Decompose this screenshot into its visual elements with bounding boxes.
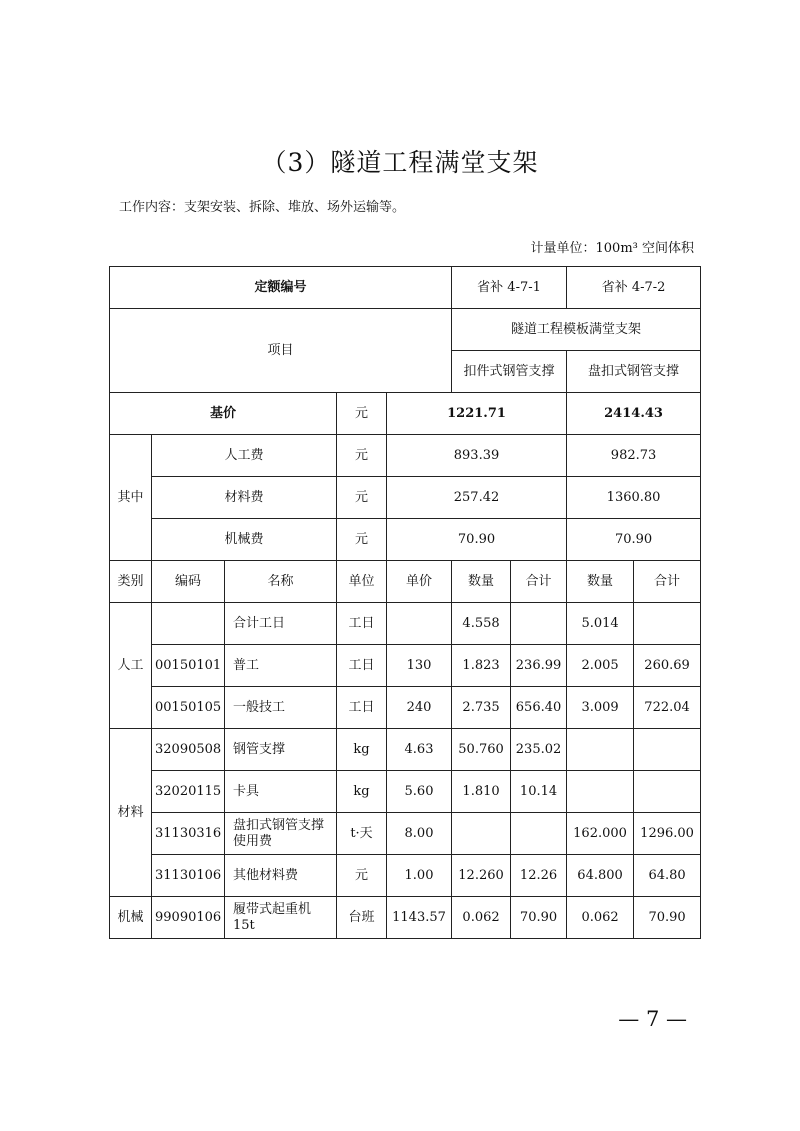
table-row: [110, 855, 701, 897]
total-2: 70.90: [634, 897, 701, 939]
of-which-label: 其中: [110, 435, 152, 561]
resource-name: 合计工日: [225, 603, 337, 645]
quantity-1: 50.760: [452, 729, 511, 771]
resource-unit: 工日: [337, 645, 387, 687]
cost-name: 材料费: [152, 477, 337, 519]
resource-code: 32090508: [152, 729, 225, 771]
item-row: [110, 309, 701, 351]
base-price-1: 1221.71: [387, 393, 567, 435]
resource-code: 99090106: [152, 897, 225, 939]
total-1: 12.26: [511, 855, 567, 897]
resource-unit: 工日: [337, 687, 387, 729]
resource-unit: t·天: [337, 813, 387, 855]
quantity-1: 1.823: [452, 645, 511, 687]
total-2: 260.69: [634, 645, 701, 687]
total-1: 10.14: [511, 771, 567, 813]
col-header: 数量: [567, 561, 634, 603]
base-price-row: [110, 393, 701, 435]
resource-price: 5.60: [387, 771, 452, 813]
material-cost-row: [110, 477, 701, 519]
unit-note: 计量单位：100m³ 空间体积: [530, 241, 694, 256]
col-header: 数量: [452, 561, 511, 603]
quantity-2: 2.005: [567, 645, 634, 687]
column-header-row: [110, 561, 701, 603]
machine-cost-row: [110, 519, 701, 561]
total-2: 64.80: [634, 855, 701, 897]
work-content: 工作内容：支架安装、拆除、堆放、场外运输等。: [119, 200, 406, 215]
col-header: 单价: [387, 561, 452, 603]
table-row: [110, 645, 701, 687]
base-price-2: 2414.43: [567, 393, 701, 435]
quota-no-1: 省补 4-7-1: [452, 267, 567, 309]
resource-price: 1143.57: [387, 897, 452, 939]
resource-price: 1.00: [387, 855, 452, 897]
total-1: [511, 603, 567, 645]
resource-name: 一般技工: [225, 687, 337, 729]
total-1: 236.99: [511, 645, 567, 687]
resource-unit: 元: [337, 855, 387, 897]
quantity-2: 0.062: [567, 897, 634, 939]
cost-value-2: 70.90: [567, 519, 701, 561]
quota-no-2: 省补 4-7-2: [567, 267, 701, 309]
resource-unit: kg: [337, 729, 387, 771]
page-title: （3）隧道工程满堂支架: [261, 148, 539, 177]
resource-name: 盘扣式钢管支撑使用费: [225, 813, 337, 855]
quantity-1: 2.735: [452, 687, 511, 729]
quantity-1: 4.558: [452, 603, 511, 645]
cost-value-1: 893.39: [387, 435, 567, 477]
table-row: [110, 687, 701, 729]
resource-code: 31130316: [152, 813, 225, 855]
resource-price: 130: [387, 645, 452, 687]
quantity-1: [452, 813, 511, 855]
total-2: 1296.00: [634, 813, 701, 855]
cost-name: 人工费: [152, 435, 337, 477]
base-price-label: 基价: [110, 393, 337, 435]
resource-unit: 工日: [337, 603, 387, 645]
cost-value-2: 982.73: [567, 435, 701, 477]
table-row: [110, 813, 701, 855]
cost-unit: 元: [337, 519, 387, 561]
total-2: [634, 729, 701, 771]
resource-code: 32020115: [152, 771, 225, 813]
resource-unit: kg: [337, 771, 387, 813]
resource-name: 履带式起重机 15t: [225, 897, 337, 939]
quantity-1: 12.260: [452, 855, 511, 897]
col-header: 类别: [110, 561, 152, 603]
sub-item-1: 扣件式钢管支撑: [452, 351, 567, 393]
resource-name: 普工: [225, 645, 337, 687]
cost-value-1: 70.90: [387, 519, 567, 561]
cost-unit: 元: [337, 477, 387, 519]
resource-code: 31130106: [152, 855, 225, 897]
resource-price: 240: [387, 687, 452, 729]
quantity-2: 64.800: [567, 855, 634, 897]
cost-value-1: 257.42: [387, 477, 567, 519]
table-row: [110, 603, 701, 645]
cost-unit: 元: [337, 435, 387, 477]
total-1: 70.90: [511, 897, 567, 939]
total-2: [634, 603, 701, 645]
resource-unit: 台班: [337, 897, 387, 939]
resource-price: 8.00: [387, 813, 452, 855]
quantity-2: [567, 729, 634, 771]
quantity-2: 5.014: [567, 603, 634, 645]
col-header: 合计: [634, 561, 701, 603]
quantity-2: 3.009: [567, 687, 634, 729]
group-title: 隧道工程模板满堂支架: [452, 309, 701, 351]
total-2: [634, 771, 701, 813]
quota-table: [109, 266, 701, 939]
quantity-2: 162.000: [567, 813, 634, 855]
col-header: 单位: [337, 561, 387, 603]
resource-name: 钢管支撑: [225, 729, 337, 771]
total-1: 235.02: [511, 729, 567, 771]
quantity-2: [567, 771, 634, 813]
col-header: 名称: [225, 561, 337, 603]
category-label: 人工: [110, 603, 152, 729]
labor-cost-row: [110, 435, 701, 477]
sub-item-2: 盘扣式钢管支撑: [567, 351, 701, 393]
quantity-1: 0.062: [452, 897, 511, 939]
base-price-unit: 元: [337, 393, 387, 435]
col-header: 编码: [152, 561, 225, 603]
resource-code: 00150101: [152, 645, 225, 687]
cost-name: 机械费: [152, 519, 337, 561]
table-row: [110, 897, 701, 939]
table-row: [110, 771, 701, 813]
quota-no-row: [110, 267, 701, 309]
resource-name: 卡具: [225, 771, 337, 813]
resource-price: 4.63: [387, 729, 452, 771]
item-label: 项目: [110, 309, 452, 393]
page-number: — 7 —: [618, 1007, 687, 1031]
total-1: 656.40: [511, 687, 567, 729]
total-2: 722.04: [634, 687, 701, 729]
quota-no-label: 定额编号: [110, 267, 452, 309]
category-label: 机械: [110, 897, 152, 939]
resource-code: [152, 603, 225, 645]
col-header: 合计: [511, 561, 567, 603]
cost-value-2: 1360.80: [567, 477, 701, 519]
quantity-1: 1.810: [452, 771, 511, 813]
category-label: 材料: [110, 729, 152, 897]
resource-name: 其他材料费: [225, 855, 337, 897]
total-1: [511, 813, 567, 855]
table-row: [110, 729, 701, 771]
resource-price: [387, 603, 452, 645]
resource-code: 00150105: [152, 687, 225, 729]
